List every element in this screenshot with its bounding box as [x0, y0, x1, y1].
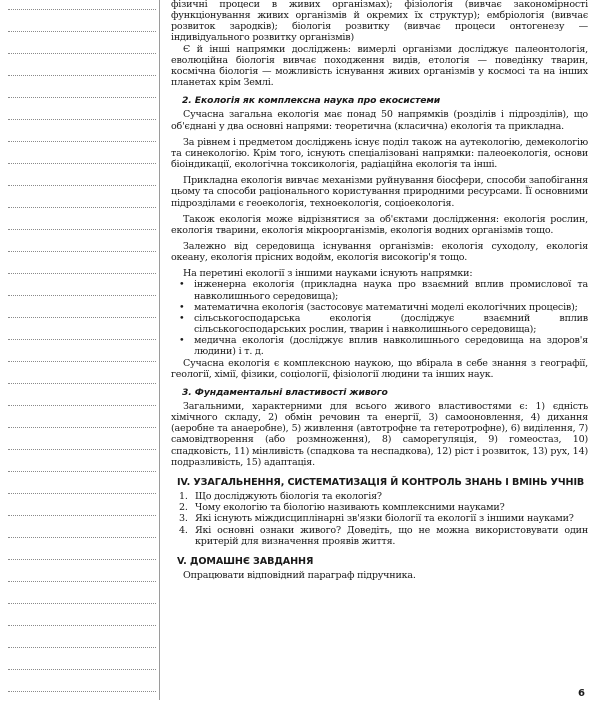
- note-line: [8, 559, 156, 560]
- question-item: [171, 491, 588, 502]
- paragraph: Залежно від середовища існування організмів: екологія суходолу, екологія океану, екологія прісних водойм, екологія високогір'я тощо.: [171, 240, 588, 264]
- question-text: Які основні ознаки живого? Доведіть, що не можна використовувати один критерій для визначення проявів життя.: [195, 524, 588, 547]
- list-item: [171, 335, 588, 357]
- homework-text: Опрацювати відповідний параграф підручника.: [183, 570, 416, 582]
- note-line: [8, 691, 156, 692]
- list-item: [171, 279, 588, 301]
- bullet-icon: •: [179, 312, 185, 324]
- bullet-icon: •: [179, 279, 185, 291]
- paragraph: Прикладна екологія вивчає механізми руйнування біосфери, способи запобігання цьому та способи раціонального користування природними ресурсами. Її основними підрозділами є геоекологія, техноекологія, соціоекологія.: [171, 175, 588, 209]
- note-line: [8, 141, 156, 142]
- list-item: [171, 302, 588, 313]
- note-line: [8, 207, 156, 208]
- list-item-text: математична екологія (застосовує математичні моделі екологічних процесів);: [194, 301, 578, 313]
- note-line: [8, 339, 156, 340]
- note-line: [8, 229, 156, 230]
- question-item: [171, 513, 588, 524]
- note-line: [8, 97, 156, 98]
- list-item-text: сільськогосподарська екологія (досліджує взаємний вплив сільськогосподарських рослин, тварин і навколишнього середовища);: [194, 312, 588, 336]
- margin-divider: [159, 0, 160, 700]
- note-line: [8, 273, 156, 274]
- note-line: [8, 75, 156, 76]
- bullet-icon: •: [179, 301, 185, 313]
- note-line: [8, 405, 156, 406]
- intro-paragraph: фізичні процеси в живих організмах); фізіологія (вивчає закономірності функціонування живих організмів й окремих їх структур); ембріологія (вивчає розвиток зародків); біологія розвитку (вивчає процеси онтогенезу — індивідуального розвитку організмів): [171, 0, 588, 44]
- list-item: [171, 313, 588, 335]
- question-item: [171, 502, 588, 513]
- list-item-text: інженерна екологія (прикладна наука про взаємний вплив промислової та навколишнього середовища);: [194, 279, 588, 302]
- note-line: [8, 119, 156, 120]
- review-questions: [171, 491, 588, 547]
- note-line: [8, 317, 156, 318]
- note-line: [8, 647, 156, 648]
- note-line: [8, 493, 156, 494]
- note-line: [8, 361, 156, 362]
- question-number: 3.: [179, 513, 188, 525]
- section-2-title: 2. Екологія як комплексна наука про екосистеми: [182, 95, 441, 107]
- note-line: [8, 603, 156, 604]
- paragraph: Загальними, характерними для всього живого властивостями є: 1) єдність хімічного складу, 2) обмін речовин та енергії, 3) самооновлення, 4) дихання (аеробне та анаеробне), 5) живлення (автотрофне та гетеротрофне), 6) виділення, 7) самовідтворення (або розмноження), 8) саморегуляція, 9) гомеостаз, 10) спадковість, 11) мінливість (спадкова та неспадкова), 12) ріст і розвиток, 13) рух, 14) подразливість, 15) адаптація.: [171, 401, 588, 468]
- paragraph: Сучасна загальна екологія має понад 50 напрямків (розділів і підрозділів), що об'єднані у два основні напрями: теоретична (класична) екологія та прикладна.: [171, 109, 588, 132]
- note-line: [8, 53, 156, 54]
- science-intersections-list: [171, 279, 588, 357]
- note-line: [8, 449, 156, 450]
- note-line: [8, 9, 156, 10]
- question-number: 4.: [179, 524, 188, 536]
- section-4-title: IV. УЗАГАЛЬНЕННЯ, СИСТЕМАТИЗАЦІЯ Й КОНТРОЛЬ ЗНАНЬ І ВМІНЬ УЧНІВ: [177, 476, 585, 488]
- note-line: [8, 31, 156, 32]
- question-number: 2.: [179, 502, 188, 514]
- question-text: Які існують міждисциплінарні зв'язки біології та екології з іншими науками?: [195, 513, 574, 525]
- note-line: [8, 185, 156, 186]
- notes-column: [0, 0, 157, 709]
- note-line: [8, 581, 156, 582]
- page-number: 6: [578, 688, 585, 699]
- question-number: 1.: [179, 491, 188, 503]
- note-line: [8, 383, 156, 384]
- paragraph: Сучасна екологія є комплексною наукою, що вбірала в себе знання з географії, геології, хімії, фізики, соціології, фізіології людини та інших наук.: [171, 357, 588, 380]
- note-line: [8, 471, 156, 472]
- question-text: Що досліджують біологія та екологія?: [195, 491, 382, 503]
- note-line: [8, 669, 156, 670]
- note-line: [8, 427, 156, 428]
- paragraph: На перетині екології з іншими науками існують напрямки:: [183, 268, 473, 280]
- note-line: [8, 515, 156, 516]
- paragraph: Також екологія може відрізнятися за об'єктами дослідження: екологія рослин, екологія тварини, екологія мікроорганізмів, екологія водних організмів тощо.: [171, 213, 588, 236]
- note-line: [8, 251, 156, 252]
- intro-paragraph-2: Є й інші напрямки досліджень: вимерлі організми досліджує палеонтологія, еволюційна біологія вивчає походження видів, етологія — поведінку тварин, космічна біологія — можливість існування живих організмів у космосі та на інших планетах крім Землі.: [171, 43, 588, 89]
- bullet-icon: •: [179, 335, 185, 347]
- note-line: [8, 295, 156, 296]
- main-text: [171, 0, 588, 581]
- note-line: [8, 163, 156, 164]
- question-text: Чому екологію та біологію називають комплексними науками?: [195, 502, 505, 514]
- list-item-text: медична екологія (досліджує вплив навколишнього середовища на здоров'я людини) і т. д.: [194, 335, 588, 358]
- note-line: [8, 625, 156, 626]
- paragraph: За рівнем і предметом досліджень існує поділ також на аутекологію, демекологію та синекологію. Крім того, існують спеціалізовані напрямки: палеоекологія, основи біоіндикації, екологічна токсикологія, радіаційна екологія та інші.: [171, 136, 588, 171]
- question-item: [171, 525, 588, 547]
- section-5-title: V. ДОМАШНЄ ЗАВДАННЯ: [177, 555, 314, 567]
- section-3-title: 3. Фундаментальні властивості живого: [182, 386, 388, 398]
- note-line: [8, 537, 156, 538]
